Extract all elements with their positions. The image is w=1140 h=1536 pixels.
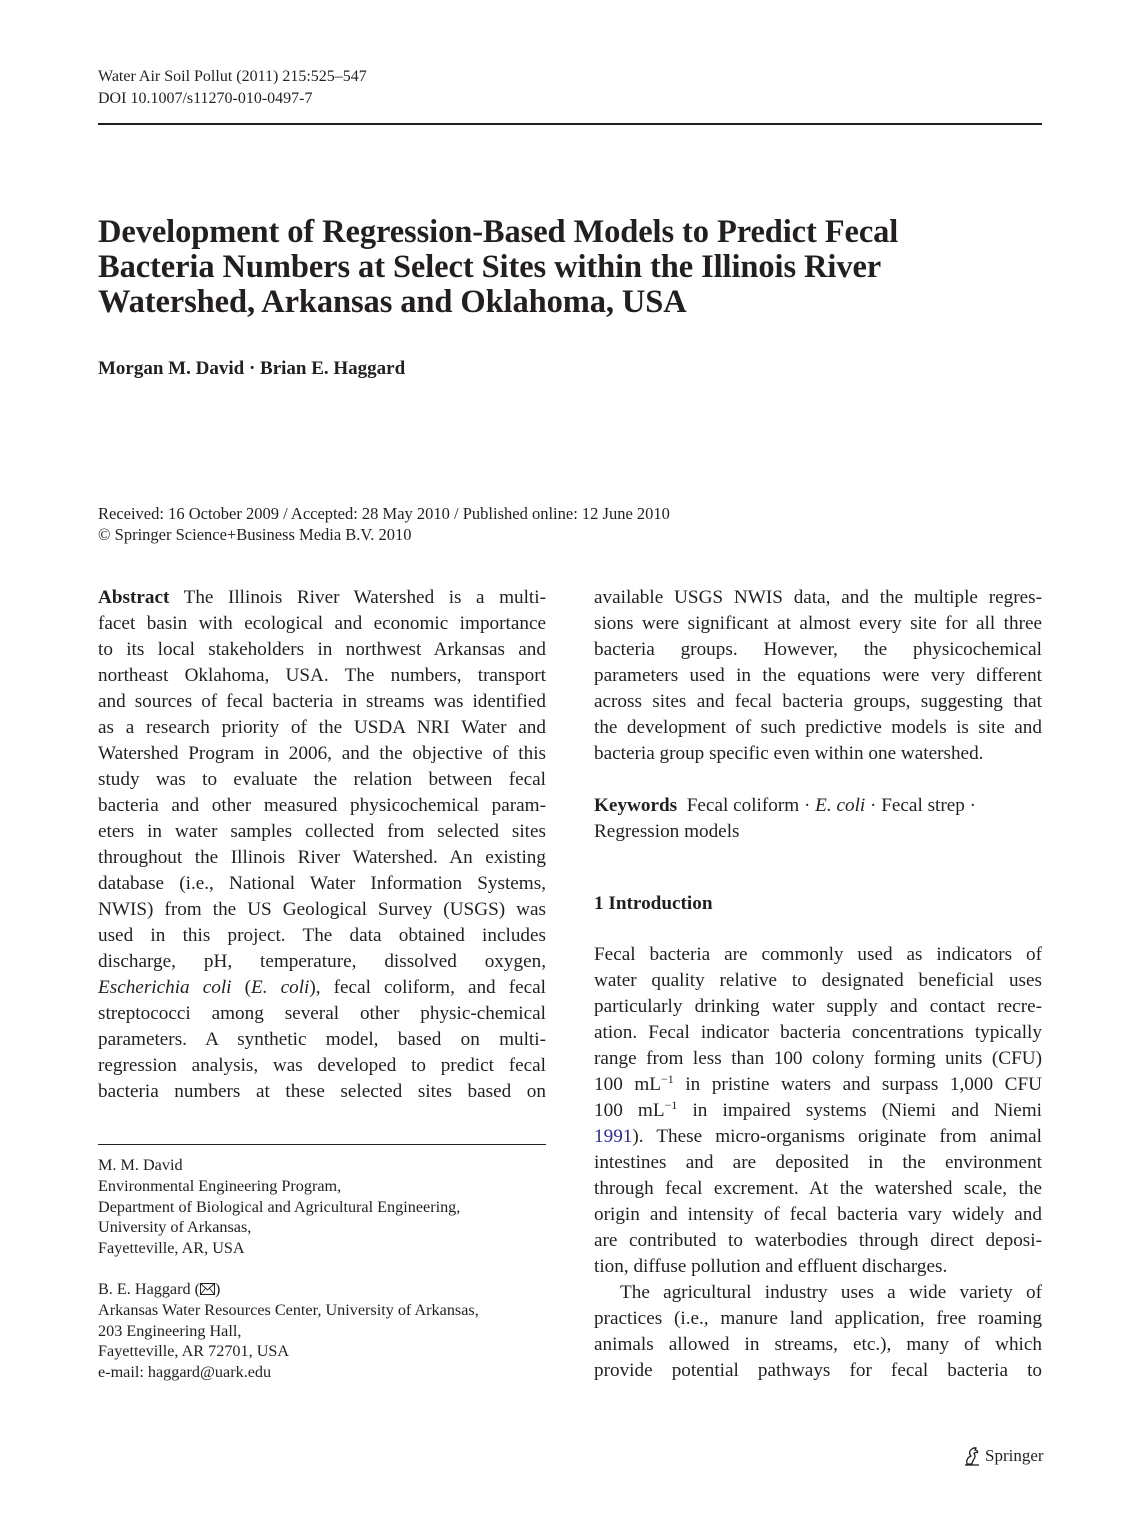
citation-link[interactable]: 1991 <box>594 1126 633 1147</box>
journal-citation: Water Air Soil Pollut (2011) 215:525–547 <box>98 68 367 85</box>
history-dates: Received: 16 October 2009 / Accepted: 28 May 2010 / Published online: 12 June 2010 <box>98 504 670 523</box>
intro-line: Fecal bacteria are commonly used as indicators of <box>594 944 1042 965</box>
article-title <box>98 215 1042 320</box>
intro-line: 100 $mL^{-1}$ in pristine waters and surpass 1,000 CFU <box>594 1072 1042 1095</box>
intro-line: range from less than 100 colony forming units (CFU) <box>594 1048 1042 1069</box>
abstract-line: used in this project. The data obtained includes <box>98 925 546 946</box>
affiliation-author1: M. M. David Environmental Engineering Program, Department of Biological and Agricultural Engineering, University of Arkansas, Fayetteville, AR, USA <box>98 1156 461 1258</box>
abstract-line: to its local stakeholders in northwest Arkansas and <box>98 639 546 660</box>
abstract-line: Abstract The Illinois River Watershed is a multi- <box>98 587 546 608</box>
abstract-line: northeast Oklahoma, USA. The numbers, transport <box>98 665 546 686</box>
envelope-icon <box>200 1283 215 1295</box>
intro-line: are contributed to waterbodies through direct deposi- <box>594 1230 1042 1251</box>
publisher-name: Springer <box>985 1446 1044 1465</box>
abstract-line: streptococci among several other physic-chemical <box>98 1003 546 1024</box>
intro-line: practices (i.e., manure land application, free roaming <box>594 1308 1042 1329</box>
intro-line: The agricultural industry uses a wide variety of <box>620 1282 1042 1303</box>
intro-line: provide potential pathways for fecal bacteria to <box>594 1360 1042 1381</box>
keywords-line: Regression models <box>594 821 740 842</box>
title-line: Development of Regression-Based Models to Predict Fecal <box>98 214 899 250</box>
publication-dates <box>98 503 670 545</box>
abstract-line: as a research priority of the USDA NRI Water and <box>98 717 546 738</box>
author-list <box>98 358 405 380</box>
author-name: Brian E. Haggard <box>260 358 406 379</box>
abstract-line: bacteria and other measured physicochemical param- <box>98 795 546 816</box>
abstract <box>98 585 546 1105</box>
abstract-line: discharge, pH, temperature, dissolved oxygen, <box>98 951 546 972</box>
intro-line: through fecal excrement. At the watershed scale, the <box>594 1178 1042 1199</box>
abstract-line: throughout the Illinois River Watershed. An existing <box>98 847 546 868</box>
intro-line: origin and intensity of fecal bacteria vary widely and <box>594 1204 1042 1225</box>
abstract-line: study was to evaluate the relation between fecal <box>98 769 546 790</box>
intro-line: ation. Fecal indicator bacteria concentrations typically <box>594 1022 1042 1043</box>
footnote-rule <box>98 1144 546 1145</box>
abstract-line: and sources of fecal bacteria in streams was identified <box>98 691 546 712</box>
title-line: Watershed, Arkansas and Oklahoma, USA <box>98 284 687 320</box>
abstract-line: bacteria groups. However, the physicochemical <box>594 639 1042 660</box>
abstract-line: Watershed Program in 2006, and the objective of this <box>98 743 546 764</box>
doi: DOI 10.1007/s11270-010-0497-7 <box>98 90 313 107</box>
abstract-line: database (i.e., National Water Information Systems, <box>98 873 546 894</box>
intro-line: intestines and are deposited in the environment <box>594 1152 1042 1173</box>
abstract-line: bacteria group specific even within one watershed. <box>594 743 984 764</box>
header-rule <box>98 123 1042 125</box>
intro-line: 100 $mL^{-1}$ in impaired systems (Niemi and Niemi <box>594 1098 1042 1121</box>
author-name: Morgan M. David <box>98 358 245 379</box>
springer-horse-icon <box>963 1446 981 1466</box>
keywords: Keywords Fecal coliform · E. coli · Fecal strep · <box>594 795 977 816</box>
section-heading: 1 Introduction <box>594 893 713 914</box>
affiliation-author2: B. E. Haggard ( ) Arkansas Water Resources Center, University of Arkansas, 203 Engineering Hall, Fayetteville, AR 72701, USA e-mail: haggard@uark.edu <box>98 1279 546 1383</box>
intro-line: particularly drinking water supply and contact recre- <box>594 996 1042 1017</box>
journal-header <box>98 66 367 110</box>
intro-line: 1991). These micro-organisms originate from animal <box>594 1126 1042 1147</box>
abstract-line: available USGS NWIS data, and the multiple regres- <box>594 587 1042 608</box>
abstract-line: parameters used in the equations were very different <box>594 665 1042 686</box>
intro-line: water quality relative to designated beneficial uses <box>594 970 1042 991</box>
title-line: Bacteria Numbers at Select Sites within the Illinois River <box>98 249 882 285</box>
author-email: e-mail: haggard@uark.edu <box>98 1363 272 1382</box>
right-column <box>594 585 1042 1384</box>
affiliations <box>98 1155 546 1383</box>
abstract-line: sions were significant at almost every site for all three <box>594 613 1042 634</box>
abstract-line: bacteria numbers at these selected sites based on <box>98 1081 546 1102</box>
abstract-line: parameters. A synthetic model, based on multi- <box>98 1029 546 1050</box>
abstract-line: eters in water samples collected from selected sites <box>98 821 546 842</box>
abstract-line: regression analysis, was developed to predict fecal <box>98 1055 546 1076</box>
springer-logo <box>963 1446 1044 1466</box>
abstract-line: across sites and fecal bacteria groups, suggesting that <box>594 691 1042 712</box>
abstract-label: Abstract <box>98 587 170 608</box>
author-separator: · <box>248 358 256 379</box>
intro-line: animals allowed in streams, etc.), many of which <box>594 1334 1042 1355</box>
keywords-label: Keywords <box>594 795 678 816</box>
abstract-line: Escherichia coli (E. coli), fecal coliform, and fecal <box>98 977 547 998</box>
copyright-line: © Springer Science+Business Media B.V. 2010 <box>98 525 412 544</box>
abstract-line: NWIS) from the US Geological Survey (USGS) was <box>98 899 546 920</box>
intro-line: tion, diffuse pollution and effluent discharges. <box>594 1256 948 1277</box>
abstract-line: the development of such predictive models is site and <box>594 717 1042 738</box>
abstract-line: facet basin with ecological and economic importance <box>98 613 546 634</box>
